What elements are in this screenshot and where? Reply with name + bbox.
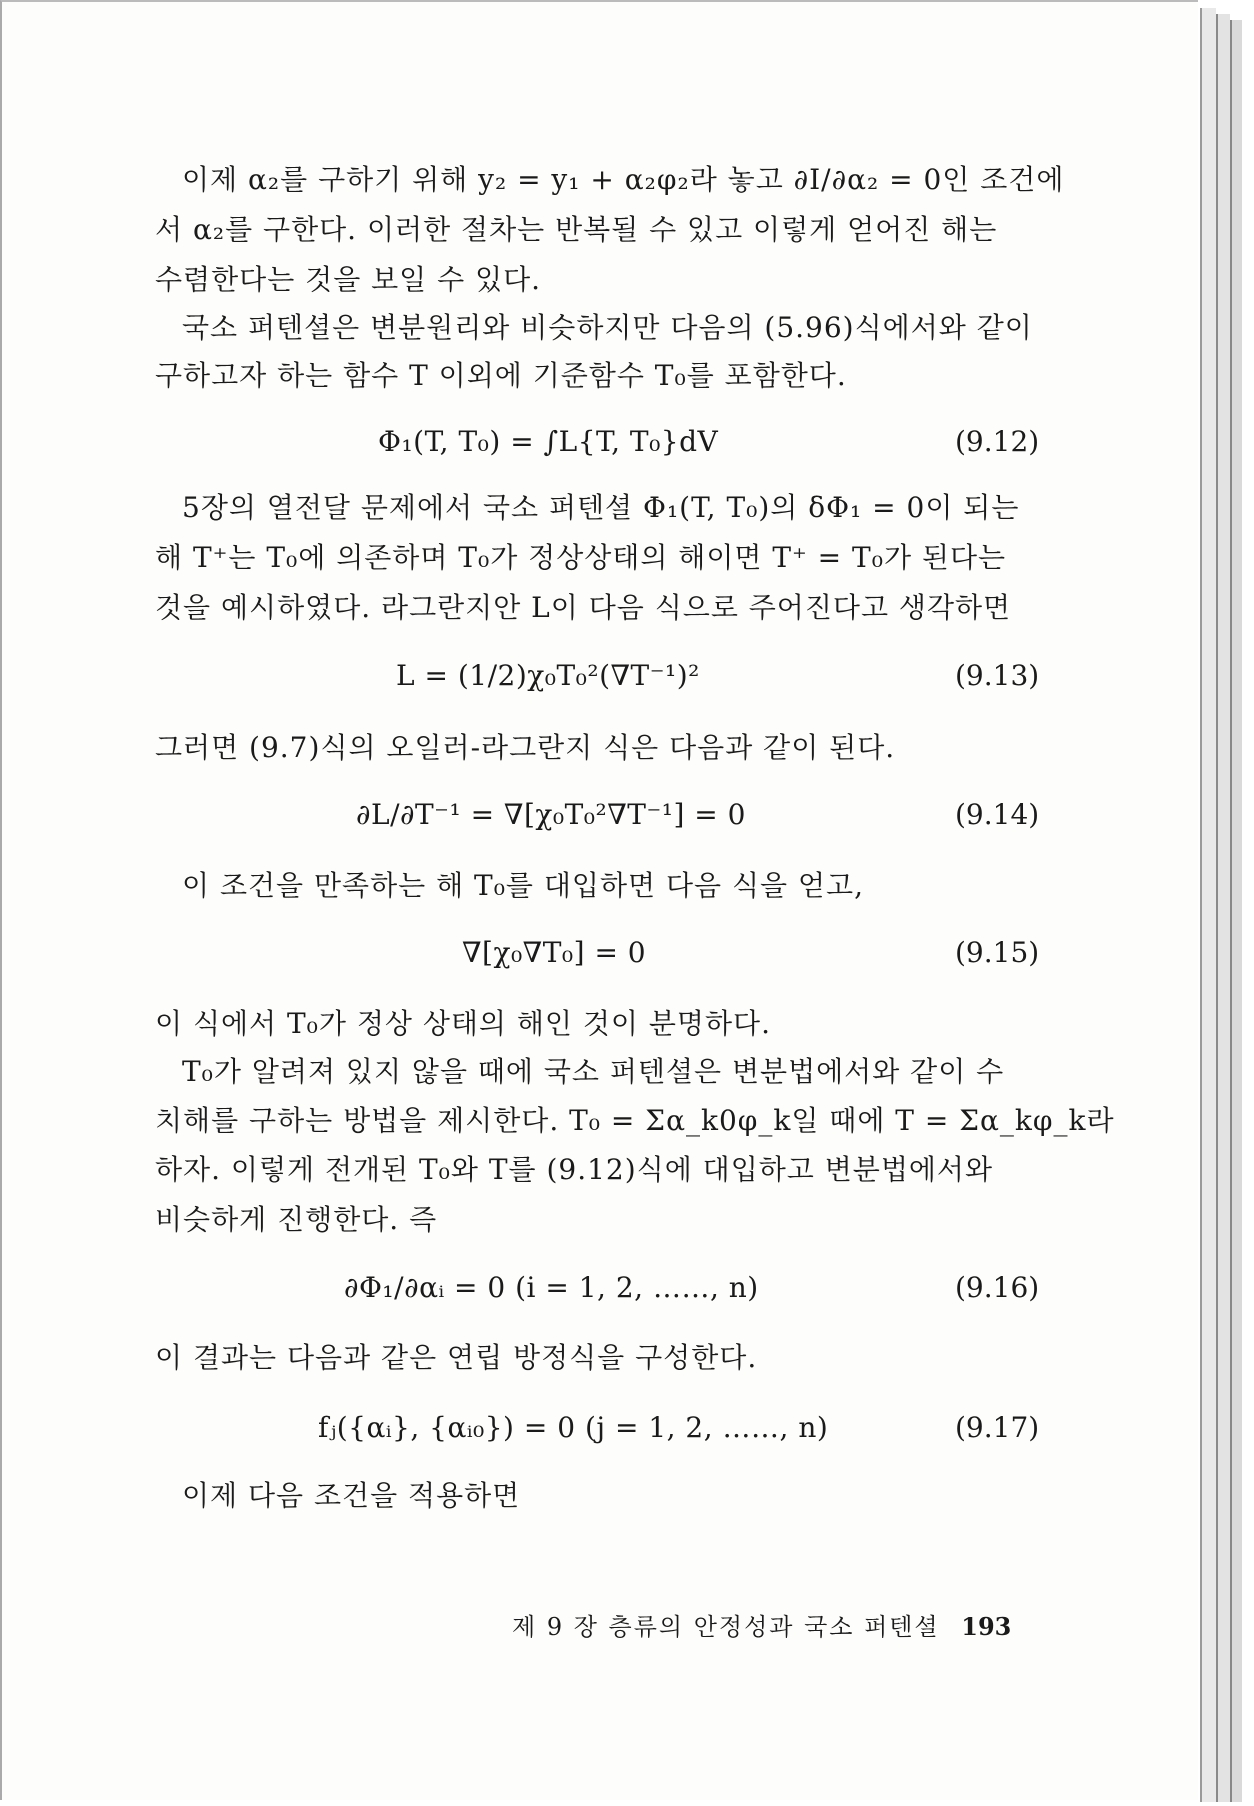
- equation-number: (9.16): [955, 1271, 1040, 1304]
- text-line: 이 식에서 T₀가 정상 상태의 해인 것이 분명하다.: [155, 1007, 771, 1040]
- text-line: 해 T⁺는 T₀에 의존하며 T₀가 정상상태의 해이면 T⁺ = T₀가 된다는: [155, 541, 1007, 574]
- page-edge: [1216, 14, 1230, 1802]
- page-edge: [1200, 8, 1216, 1802]
- equation-expression: L = (1/2)χ₀T₀²(∇T⁻¹)²: [396, 659, 700, 692]
- text-line: 비슷하게 진행한다. 즉: [155, 1203, 438, 1236]
- equation-expression: Φ₁(T, T₀) = ∫L{T, T₀}dV: [378, 425, 719, 458]
- equation-number: (9.13): [955, 659, 1040, 692]
- equation-expression: ∇[χ₀∇T₀] = 0: [462, 936, 647, 969]
- text-line: 이 결과는 다음과 같은 연립 방정식을 구성한다.: [155, 1341, 758, 1374]
- page-edge: [1230, 20, 1242, 1802]
- text-line: 국소 퍼텐셜은 변분원리와 비슷하지만 다음의 (5.96)식에서와 같이: [182, 311, 1033, 344]
- equation-number: (9.15): [955, 936, 1040, 969]
- text-line: 수렴한다는 것을 보일 수 있다.: [155, 263, 542, 296]
- text-line: 이 조건을 만족하는 해 T₀를 대입하면 다음 식을 얻고,: [182, 869, 864, 902]
- page-number: 193: [961, 1612, 1012, 1641]
- text-line: 것을 예시하였다. 라그란지안 L이 다음 식으로 주어진다고 생각하면: [155, 591, 1012, 624]
- running-footer: [512, 1612, 1011, 1642]
- text-line: T₀가 알려져 있지 않을 때에 국소 퍼텐셜은 변분법에서와 같이 수: [182, 1055, 1005, 1088]
- equation-number: (9.14): [955, 798, 1040, 831]
- text-line: 그러면 (9.7)식의 오일러-라그란지 식은 다음과 같이 된다.: [155, 731, 896, 764]
- equation-expression: ∂L/∂T⁻¹ = ∇[χ₀T₀²∇T⁻¹] = 0: [356, 798, 746, 831]
- text-line: 하자. 이렇게 전개된 T₀와 T를 (9.12)식에 대입하고 변분법에서와: [155, 1153, 994, 1186]
- text-line: 구하고자 하는 함수 T 이외에 기준함수 T₀를 포함한다.: [155, 359, 847, 392]
- text-line: 치해를 구하는 방법을 제시한다. T₀ = Σα_k0φ_k일 때에 T = Σα_kφ_k라: [155, 1104, 1115, 1137]
- equation-expression: ∂Φ₁/∂αᵢ = 0 (i = 1, 2, ……, n): [344, 1271, 759, 1304]
- equation-expression: fⱼ({αᵢ}, {αᵢ₀}) = 0 (j = 1, 2, ……, n): [318, 1411, 829, 1444]
- text-line: 5장의 열전달 문제에서 국소 퍼텐셜 Φ₁(T, T₀)의 δΦ₁ = 0이 되는: [182, 491, 1020, 524]
- text-line: 서 α₂를 구한다. 이러한 절차는 반복될 수 있고 이렇게 얻어진 해는: [155, 213, 998, 246]
- equation-number: (9.12): [955, 425, 1040, 458]
- equation-number: (9.17): [955, 1411, 1040, 1444]
- text-line: 이제 α₂를 구하기 위해 y₂ = y₁ + α₂φ₂라 놓고 ∂I/∂α₂ = 0인 조건에: [182, 163, 1065, 196]
- chapter-title: 제 9 장 층류의 안정성과 국소 퍼텐셜: [512, 1613, 940, 1641]
- text-line: 이제 다음 조건을 적용하면: [182, 1479, 521, 1512]
